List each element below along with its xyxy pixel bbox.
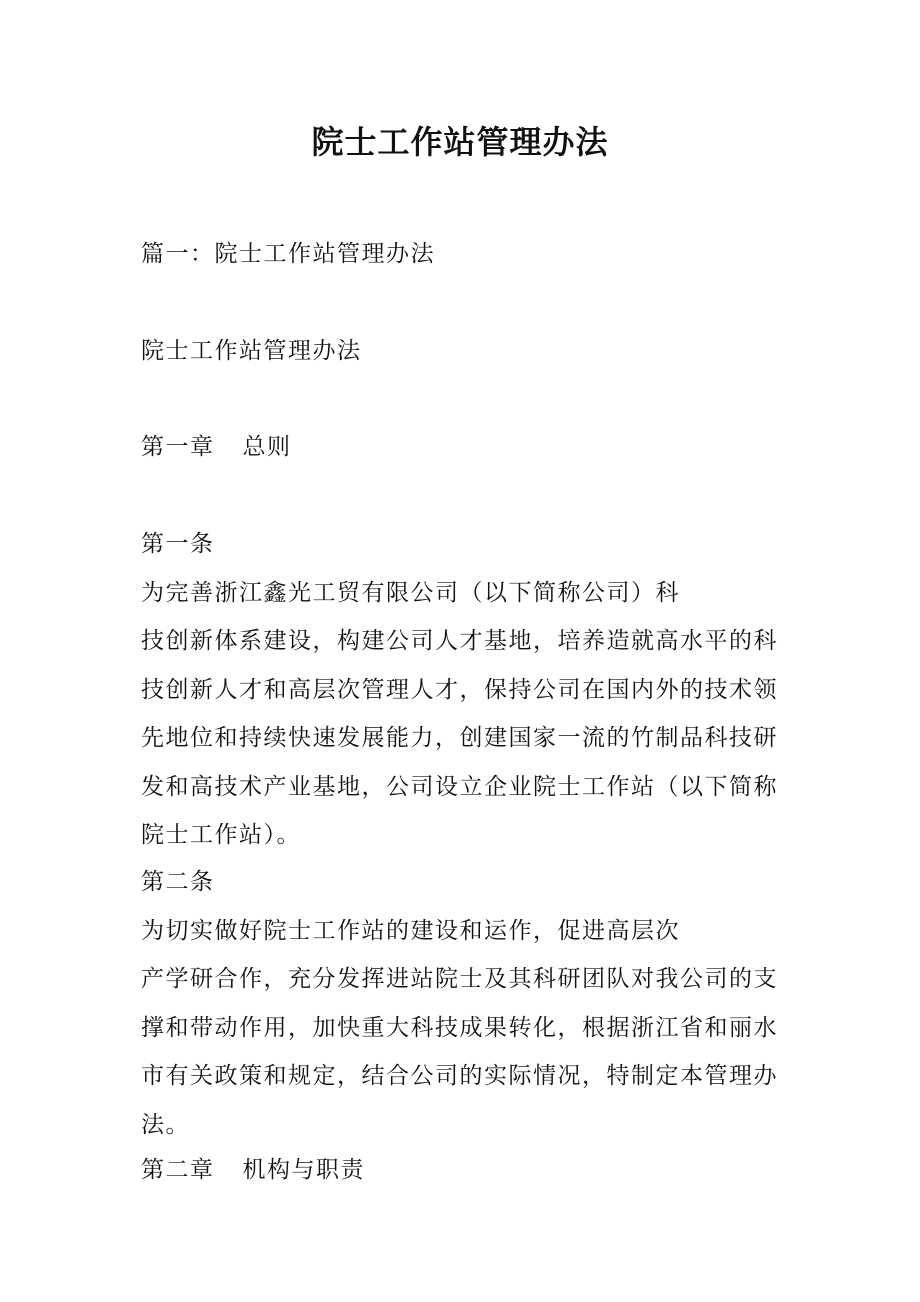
chapter-1-heading <box>141 423 791 472</box>
article-1-label: 第一条 <box>141 531 215 557</box>
document-title: 院士工作站管理办法 <box>311 123 609 161</box>
article-1-line: 技创新人才和高层次管理人才，保持公司在国内外的技术领 <box>141 676 778 703</box>
chapter-2-name: 机构与职责 <box>242 1157 365 1183</box>
article-1-line: 先地位和持续快速发展能力，创建国家一流的竹制品科技研 <box>141 725 778 751</box>
article-2-line: 产学研合作，充分发挥进站院士及其科研团队对我公司的支 <box>141 966 778 992</box>
part-heading: 篇一：院士工作站管理办法 <box>141 241 435 267</box>
article-1-line: 发和高技术产业基地，公司设立企业院士工作站（以下简称 <box>141 773 778 800</box>
article-2 <box>141 858 791 1149</box>
article-1-line: 院士工作站）。 <box>141 822 301 848</box>
chapter-2-heading <box>141 1146 791 1195</box>
article-1 <box>141 520 791 860</box>
article-2-line: 法。 <box>141 1111 190 1138</box>
article-1-line: 技创新体系建设，构建公司人才基地，培养造就高水平的科 <box>141 628 778 654</box>
chapter-1-label: 第一章 <box>141 434 215 460</box>
article-2-line: 市有关政策和规定，结合公司的实际情况，特制定本管理办 <box>141 1063 778 1089</box>
article-2-label: 第二条 <box>141 869 215 895</box>
article-1-line: 第一条 为完善浙江鑫光工贸有限公司（以下简称公司）科 <box>141 520 791 617</box>
article-2-line: 第二条 为切实做好院士工作站的建设和运作，促进高层次 <box>141 858 791 955</box>
chapter-2-label: 第二章 <box>141 1157 215 1183</box>
chapter-1-name: 总则 <box>242 434 292 460</box>
article-2-line: 撑和带动作用，加快重大科技成果转化，根据浙江省和丽水 <box>141 1014 778 1041</box>
document-subtitle: 院士工作站管理办法 <box>141 338 362 364</box>
